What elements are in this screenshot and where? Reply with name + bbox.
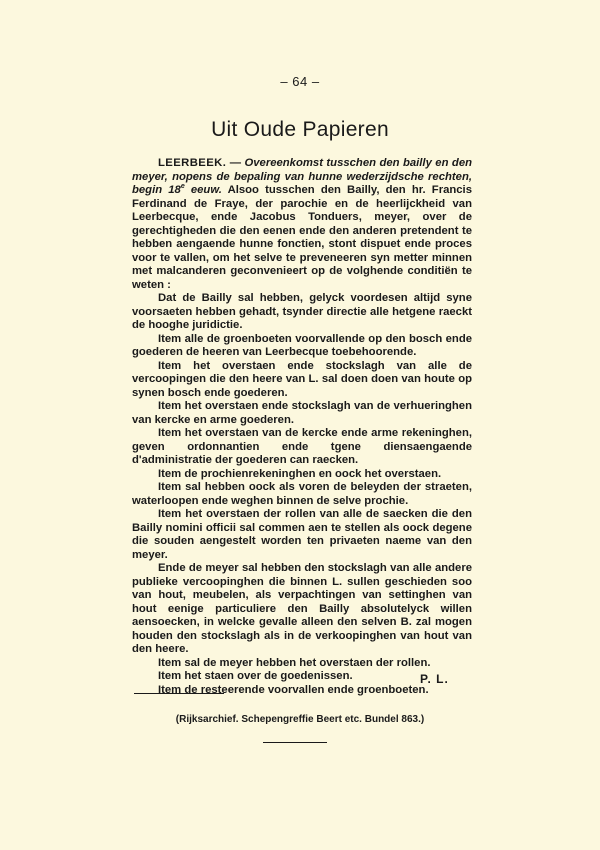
place-name: LEERBEEK. xyxy=(158,157,227,169)
article-paragraph: Item het overstaen ende stockslagh van alle de vercoopingen die den heere van L. sal doen doen van houte op synen bosch ende goederen. xyxy=(132,359,472,399)
article-body xyxy=(132,157,472,697)
article-paragraph: Item het overstaen van de kercke ende arme rekeninghen, geven ordonnantien ende tgene diensaengaende d'administratie der goederen can raecken. xyxy=(132,427,472,466)
footnote-divider xyxy=(134,693,224,694)
article-paragraph: Item de prochienrekeninghen en oock het overstaen. xyxy=(158,467,442,480)
author-signature: P. L. xyxy=(420,672,449,686)
article-paragraph: Dat de Bailly sal hebben, gelyck voordesen altijd syne voorsaeten hebben gehadt, tsynder directie alle hetgene raeckt de hooghe juridictie. xyxy=(132,292,472,331)
article-subject-end: eeuw. xyxy=(184,184,222,196)
article-paragraph: Ende de meyer sal hebben den stockslagh van alle andere publieke vercoopinghen die binnen L. sullen geschieden soo van hout, meubelen, als verpachtingen van settinghen van hout eenige particuliere den Bailly absolutelyck willen aensoecken, in welcke gevalle alleen den selven B. zal mogen houden den stockslagh als in de verkoopinghen van hout van den heere. xyxy=(132,562,472,655)
article-paragraph: Item sal hebben oock als voren de beleyden der straeten, waterloopen ende weghen binnen de selve prochie. xyxy=(132,481,472,507)
article-subject-text: Overeenkomst tusschen den bailly en den meyer, nopens de bepaling van hunne wederzijdsche rechten, begin 18 xyxy=(132,157,473,196)
article-paragraph: Item het staen over de goedenissen. xyxy=(158,670,353,682)
source-footnote: (Rijksarchief. Schepengreffie Beert etc. Bundel 863.) xyxy=(175,714,425,725)
article-intro: Alsoo tusschen den Bailly, den hr. Francis Ferdinand de Fraye, der parochie en de heerlijckheid van Leerbecque, ende Jacobus Tonduers, meyer, over de gerechtigheden die den eenen ende den anderen pretendent te hebben aengaende hunne fonctien, stont dispuet ende proces voor te vallen, om het selve te preveneeren syn metter minnen met malcanderen geconvenieert op de volghende conditiën te weten : xyxy=(132,184,472,291)
article-paragraph: Item de resteerende voorvallen ende groenboeten. xyxy=(158,683,429,696)
article-paragraph: Item het overstaen der rollen van alle de saecken die den Bailly nomini officii sal commen aen te stellen als oock degene die souden aengestelt worden ten privaeten naeme van den meyer. xyxy=(132,508,472,561)
article-paragraph: Item alle de groenboeten voorvallende op den bosch ende goederen de heeren van Leerbecque toebehoorende. xyxy=(132,332,472,358)
article-paragraph: Item het overstaen ende stockslagh van de verhueringhen van kercke en arme goederen. xyxy=(132,400,472,426)
end-divider xyxy=(263,742,327,743)
article-paragraph: Item sal de meyer hebben het overstaen der rollen. xyxy=(158,656,431,669)
century-superscript: e xyxy=(180,183,185,191)
page-title: Uit Oude Papieren xyxy=(211,118,389,141)
page-number: – 64 – xyxy=(280,74,320,89)
article-lead-paragraph xyxy=(132,157,472,292)
heading-dash: — xyxy=(229,157,242,169)
